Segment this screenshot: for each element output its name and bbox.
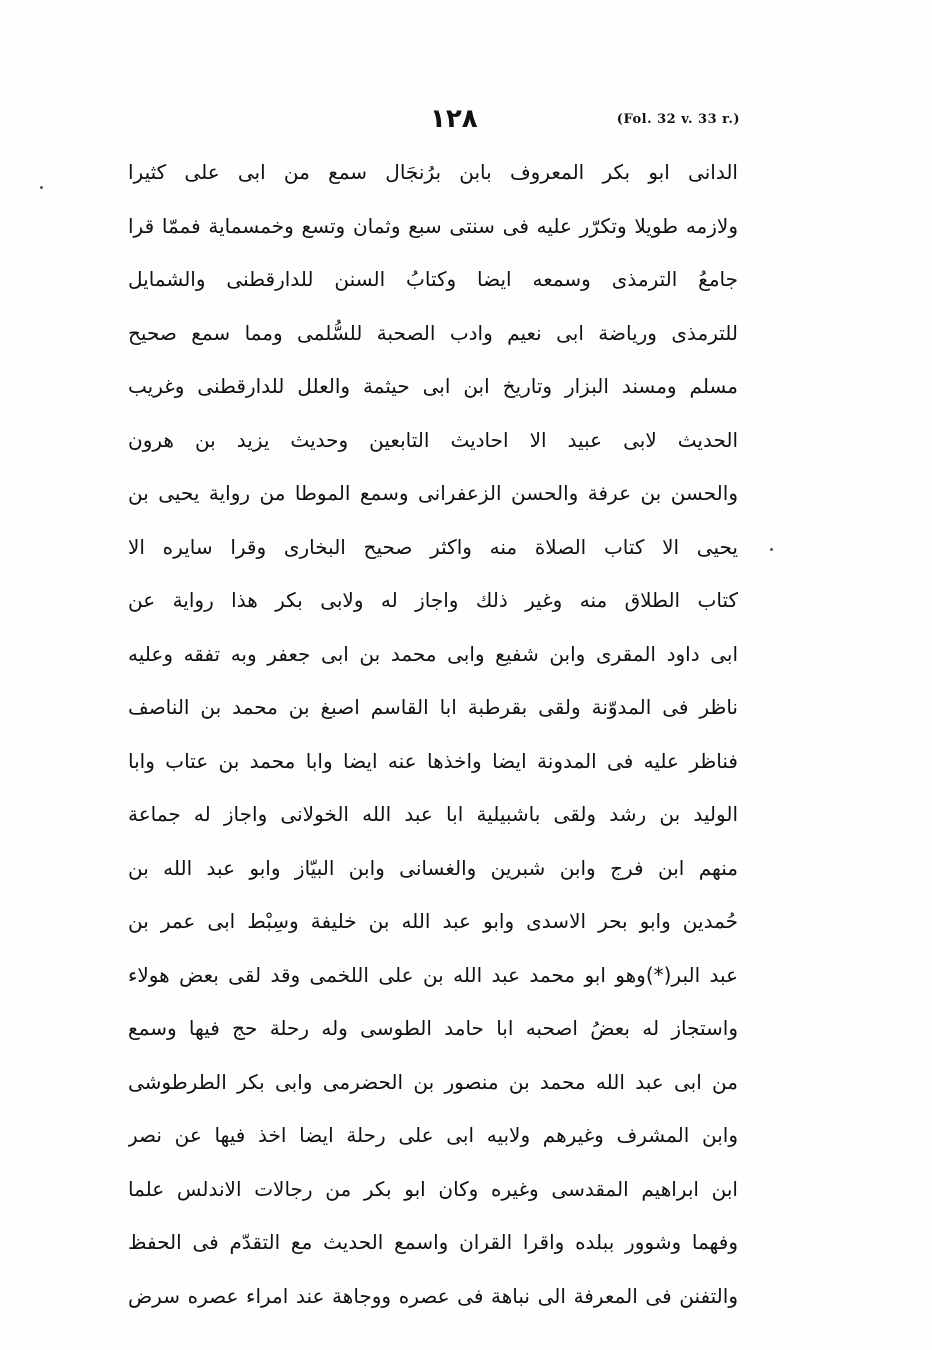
text-line: وفهما وشوور ببلده واقرا القران واسمع الحديث مع التقدّم فى الحفظ	[128, 1230, 738, 1254]
text-line: ولازمه طويلا وتكرّر عليه فى سنتى سبع وثمان وتسع وخمسماية فممّا قرا	[128, 213, 738, 238]
text-line: والتفنن فى المعرفة الى نباهة فى عصره ووجاهة عند امراء عصره سرض	[128, 1283, 738, 1308]
text-line: والحسن بن عرفة والحسن الزعفرانى وسمع الموطا من رواية يحيى بن	[128, 481, 738, 505]
text-line: فناظر عليه فى المدونة ايضا واخذها عنه ايضا وابا محمد بن عتاب وابا	[128, 748, 738, 773]
text-line: وابن المشرف وغيرهم ولابيه ابى على رحلة ايضا اخذ فيها عن نصر	[128, 1123, 738, 1147]
page-number: ١٢٨	[430, 104, 478, 134]
text-line: الدانى ابو بكر المعروف بابن برُنجَال سمع من ابى على كثيرا	[128, 160, 738, 184]
text-line: ابى داود المقرى وابن شفيع وابى محمد بن ابى جعفر وبه تفقه وعليه	[128, 641, 738, 666]
text-line: يحيى الا كتاب الصلاة منه واكثر صحيح البخارى وقرا سايره الا	[128, 534, 738, 559]
text-line: عبد البر(*)وهو ابو محمد عبد الله بن على اللخمى وقد لقى بعض هولاء	[128, 962, 738, 987]
folio-reference: (Fol. 32 v. 33 r.)	[616, 112, 740, 127]
text-line: الحديث لابى عبيد الا احاديث التابعين وحديث يزيد بن هرون	[128, 427, 738, 452]
text-line: كتاب الطلاق منه وغير ذلك واجاز له ولابى بكر هذا رواية عن	[128, 588, 738, 612]
scan-speck	[770, 548, 773, 551]
text-line: ناظر فى المدوّنة ولقى بقرطبة ابا القاسم اصبغ بن محمد بن الناصف	[128, 695, 738, 719]
text-line: جامعُ الترمذى وسمعه ايضا وكتابُ السنن للدارقطنى والشمايل	[128, 267, 738, 291]
text-line: مسلم ومسند البزار وتاريخ ابن ابى حيثمة والعلل للدارقطنى وغريب	[128, 374, 738, 398]
text-line: من ابى عبد الله محمد بن منصور بن الحضرمى وابى بكر الطرطوشى	[128, 1069, 738, 1094]
text-line: للترمذى ورياضة ابى نعيم وادب الصحبة للسُّلمى ومما سمع صحيح	[128, 320, 738, 345]
scan-speck	[40, 186, 43, 189]
page-header	[120, 104, 740, 140]
text-line: منهم ابن فرج وابن شبرين والغسانى وابن البيّاز وابو عبد الله بن	[128, 855, 738, 880]
text-line: حُمدين وابو بحر الاسدى وابو عبد الله بن خليفة وسِبْط ابى عمر بن	[128, 909, 738, 933]
arabic-text-body	[128, 146, 738, 1323]
text-line: ابن ابراهيم المقدسى وغيره وكان ابو بكر من رجالات الاندلس علما	[128, 1176, 738, 1201]
text-line: الوليد بن رشد ولقى باشبيلية ابا عبد الله الخولانى واجاز له جماعة	[128, 802, 738, 826]
text-line: واستجاز له بعضُ اصحبه ابا حامد الطوسى وله رحلة حج فيها وسمع	[128, 1016, 738, 1040]
